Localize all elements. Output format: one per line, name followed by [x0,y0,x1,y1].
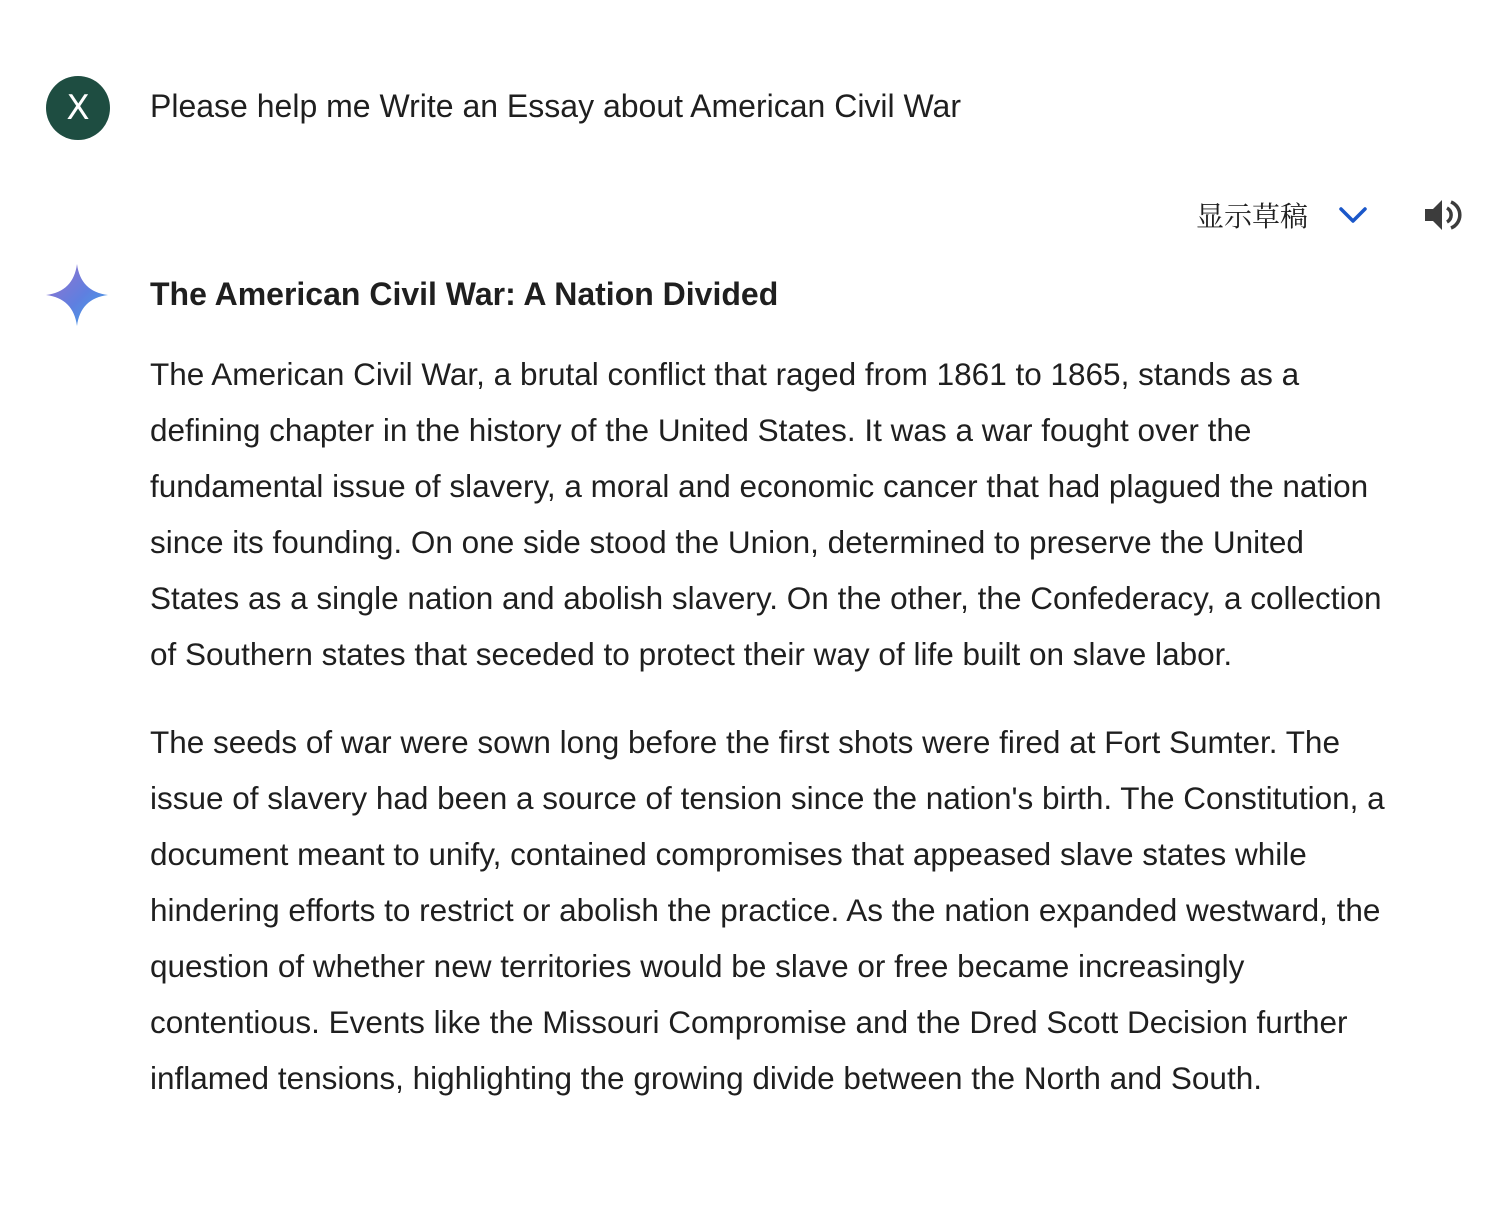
chevron-down-icon[interactable] [1336,198,1370,232]
response-body [150,270,1400,1106]
user-avatar[interactable]: X [46,76,110,140]
response-toolbar [1196,190,1464,240]
gemini-sparkle-icon [46,264,108,326]
show-drafts-label[interactable]: 显示草稿 [1195,200,1308,233]
user-message [46,76,961,140]
response-paragraph: The American Civil War, a brutal conflict that raged from 1861 to 1865, stands as a defining chapter in the history of the United States. It was a war fought over the fundamental issue of slavery, a moral and economic cancer that had plagued the nation since its founding. On one side stood the Union, determined to preserve the United States as a single nation and abolish slavery. On the other, the Confederacy, a collection of Southern states that seceded to protect their way of life built on slave labor. [150,356,1382,672]
response-paragraph: The seeds of war were sown long before the first shots were fired at Fort Sumter. The issue of slavery had been a source of tension since the nation's birth. The Constitution, a document meant to unify, contained compromises that appeased slave states while hindering efforts to restrict or abolish the practice. As the nation expanded westward, the question of whether new territories would be slave or free became increasingly contentious. Events like the Missouri Compromise and the Dred Scott Decision further inflamed tensions, highlighting the growing divide between the North and South. [150,724,1385,1096]
user-prompt-text: Please help me Write an Essay about American Civil War [150,88,961,124]
speaker-icon[interactable] [1420,193,1464,237]
response-title: The American Civil War: A Nation Divided [150,276,779,312]
